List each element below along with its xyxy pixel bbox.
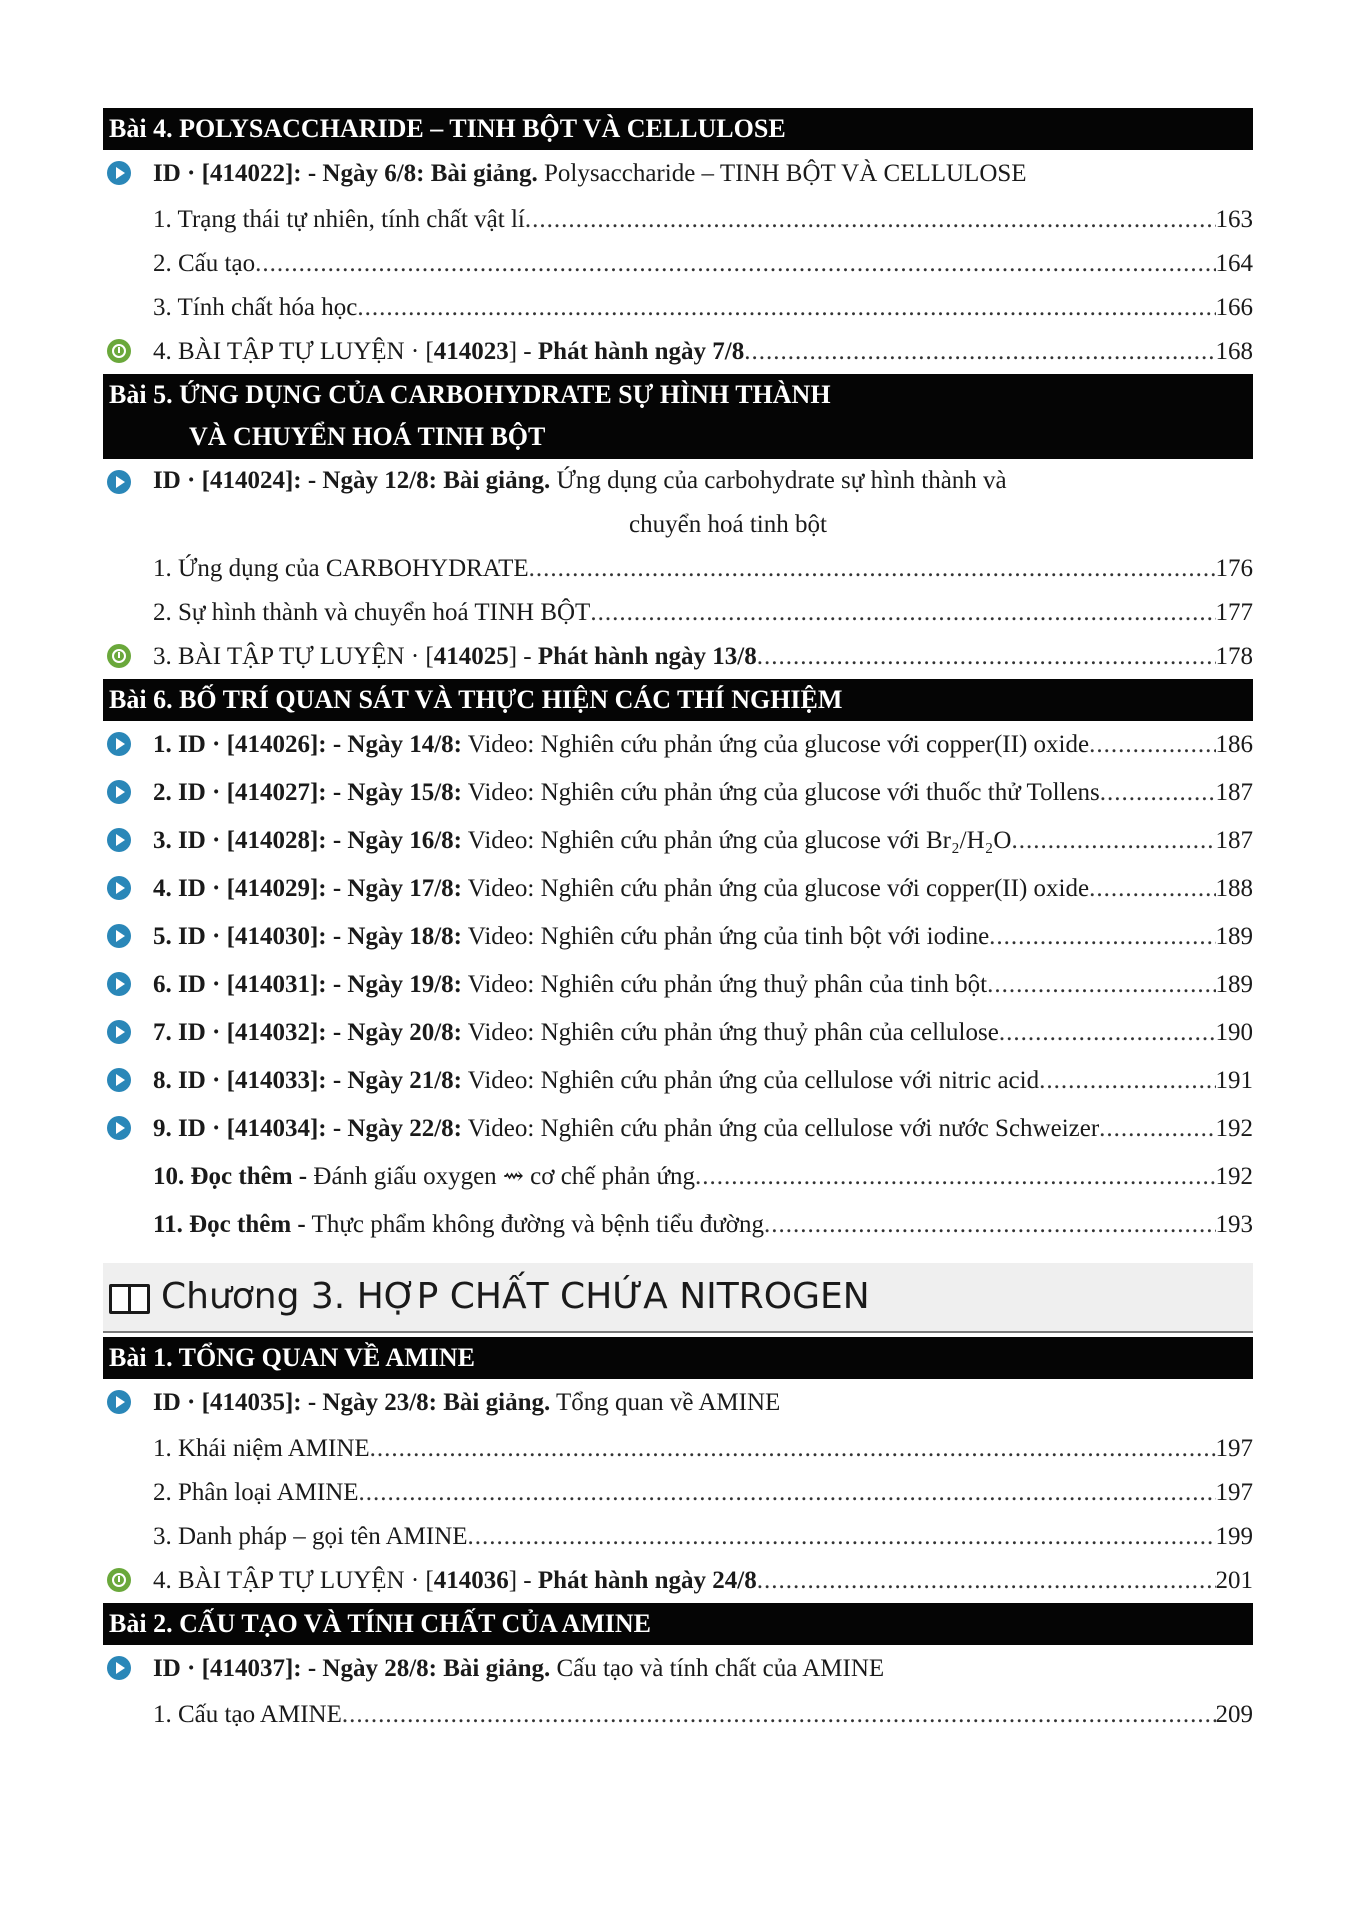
toc-item-page: 189 — [1215, 923, 1253, 950]
toc-item-text: 2. Cấu tạo — [153, 250, 256, 277]
play-icon[interactable] — [107, 828, 131, 852]
toc-item-page: 201 — [1215, 1567, 1253, 1594]
toc-item-page: 164 — [1215, 250, 1253, 277]
lecture-id: ID · [414037]: - Ngày 28/8: Bài giảng. — [153, 1655, 551, 1682]
play-icon[interactable] — [107, 1116, 131, 1140]
section-header-c3-bai2 — [103, 1603, 1253, 1645]
exercise-row[interactable] — [103, 635, 1253, 679]
toc-item[interactable] — [103, 198, 1253, 242]
exercise-sep: ] - — [508, 1567, 538, 1594]
video-desc: Video: Nghiên cứu phản ứng của glucose với Br₂/H₂O — [462, 827, 1012, 854]
toc-item-page: 177 — [1215, 599, 1253, 626]
exercise-release: Phát hành ngày 7/8 — [537, 338, 745, 365]
toc-item-page: 166 — [1215, 294, 1253, 321]
lecture-row[interactable] — [103, 1645, 1253, 1693]
exercise-prefix: 4. BÀI TẬP TỰ LUYỆN · [ — [153, 1567, 434, 1594]
section-header-bai5 — [103, 374, 1253, 459]
table-of-contents — [103, 108, 1253, 1737]
section-title: Bài 4. POLYSACCHARIDE – TINH BỘT VÀ CELLULOSE — [109, 114, 786, 143]
lecture-id: ID · [414022]: - Ngày 6/8: Bài giảng. — [153, 160, 538, 187]
toc-item-text: 1. Trạng thái tự nhiên, tính chất vật lí — [153, 206, 525, 233]
video-row[interactable] — [103, 865, 1253, 913]
reading-desc: Thực phẩm không đường và bệnh tiểu đường — [305, 1211, 764, 1238]
toc-item-page: 209 — [1215, 1701, 1253, 1728]
video-id: 3. ID · [414028]: - Ngày 16/8: — [153, 827, 462, 854]
section-title-line2: VÀ CHUYỂN HOÁ TINH BỘT — [189, 422, 546, 451]
reading-label: 11. Đọc thêm - — [153, 1211, 306, 1238]
play-icon[interactable] — [107, 924, 131, 948]
exercise-sep: ] - — [508, 338, 538, 365]
video-row[interactable] — [103, 769, 1253, 817]
section-title: Bài 2. CẤU TẠO VÀ TÍNH CHẤT CỦA AMINE — [109, 1609, 652, 1638]
reading-row[interactable] — [103, 1153, 1253, 1201]
play-icon[interactable] — [107, 470, 131, 494]
exercise-id: 414036 — [433, 1567, 509, 1594]
video-row[interactable] — [103, 1009, 1253, 1057]
video-id: 5. ID · [414030]: - Ngày 18/8: — [153, 923, 462, 950]
toc-item-text: 1. Cấu tạo AMINE — [153, 1701, 342, 1728]
video-desc: Video: Nghiên cứu phản ứng của glucose với thuốc thử Tollens — [462, 779, 1100, 806]
lecture-desc: Tổng quan về AMINE — [550, 1389, 781, 1416]
exercise-prefix: 4. BÀI TẬP TỰ LUYỆN · [ — [153, 338, 434, 365]
video-row[interactable] — [103, 817, 1253, 865]
toc-item[interactable] — [103, 1515, 1253, 1559]
toc-item-text: 3. Danh pháp – gọi tên AMINE — [153, 1523, 468, 1550]
toc-item-text: 1. Ứng dụng của CARBOHYDRATE — [153, 555, 529, 582]
video-desc: Video: Nghiên cứu phản ứng của cellulose với nitric acid — [462, 1067, 1040, 1094]
video-id: 1. ID · [414026]: - Ngày 14/8: — [153, 731, 462, 758]
toc-item[interactable] — [103, 242, 1253, 286]
toc-item-page: 190 — [1215, 1019, 1253, 1046]
video-id: 4. ID · [414029]: - Ngày 17/8: — [153, 875, 462, 902]
section-header-c3-bai1 — [103, 1337, 1253, 1379]
lecture-row[interactable] — [103, 1379, 1253, 1427]
toc-item[interactable] — [103, 1693, 1253, 1737]
play-icon[interactable] — [107, 972, 131, 996]
toc-item-page: 176 — [1215, 555, 1253, 582]
exercise-sep: ] - — [508, 643, 538, 670]
toc-item-page: 187 — [1215, 779, 1253, 806]
video-row[interactable] — [103, 961, 1253, 1009]
reading-label: 10. Đọc thêm - — [153, 1163, 308, 1190]
video-id: 9. ID · [414034]: - Ngày 22/8: — [153, 1115, 462, 1142]
toc-item-text: 3. Tính chất hóa học — [153, 294, 358, 321]
section-title: Bài 6. BỐ TRÍ QUAN SÁT VÀ THỰC HIỆN CÁC THÍ NGHIỆM — [109, 685, 843, 714]
lecture-id: ID · [414024]: - Ngày 12/8: Bài giảng. — [153, 467, 551, 494]
toc-item-page: 186 — [1215, 731, 1253, 758]
toc-item-page: 197 — [1215, 1479, 1253, 1506]
play-icon[interactable] — [107, 876, 131, 900]
play-icon[interactable] — [107, 161, 131, 185]
exercise-id: 414023 — [433, 338, 509, 365]
reading-row[interactable] — [103, 1201, 1253, 1249]
video-row[interactable] — [103, 721, 1253, 769]
toc-item-text: 2. Phân loại AMINE — [153, 1479, 359, 1506]
chapter-title: Chương 3. HỢP CHẤT CHỨA NITROGEN — [161, 1276, 870, 1317]
video-id: 6. ID · [414031]: - Ngày 19/8: — [153, 971, 462, 998]
toc-item[interactable] — [103, 1427, 1253, 1471]
chapter-header — [103, 1263, 1253, 1333]
toc-item-page: 178 — [1215, 643, 1253, 670]
toc-item[interactable] — [103, 1471, 1253, 1515]
toc-item[interactable] — [103, 591, 1253, 635]
toc-item-page: 188 — [1215, 875, 1253, 902]
video-desc: Video: Nghiên cứu phản ứng thuỷ phân của cellulose — [462, 1019, 999, 1046]
video-id: 7. ID · [414032]: - Ngày 20/8: — [153, 1019, 462, 1046]
toc-item-page: 189 — [1215, 971, 1253, 998]
exercise-id: 414025 — [433, 643, 509, 670]
play-icon[interactable] — [107, 1068, 131, 1092]
lecture-row[interactable] — [103, 150, 1253, 198]
section-title: Bài 1. TỔNG QUAN VỀ AMINE — [109, 1343, 475, 1372]
toc-item-page: 187 — [1215, 827, 1253, 854]
toc-item-page: 192 — [1215, 1163, 1253, 1190]
lecture-id: ID · [414035]: - Ngày 23/8: Bài giảng. — [153, 1389, 551, 1416]
play-icon[interactable] — [107, 1656, 131, 1680]
video-id: 2. ID · [414027]: - Ngày 15/8: — [153, 779, 462, 806]
toc-item-page: 197 — [1215, 1435, 1253, 1462]
play-icon[interactable] — [107, 1020, 131, 1044]
toc-item-page: 193 — [1215, 1211, 1253, 1238]
video-row[interactable] — [103, 913, 1253, 961]
toc-item-page: 192 — [1215, 1115, 1253, 1142]
book-icon — [109, 1282, 149, 1312]
section-header-bai6 — [103, 679, 1253, 721]
toc-item[interactable] — [103, 547, 1253, 591]
clock-icon — [107, 339, 131, 363]
exercise-release: Phát hành ngày 24/8 — [537, 1567, 757, 1594]
section-title-line1: Bài 5. ỨNG DỤNG CỦA CARBOHYDRATE SỰ HÌNH THÀNH — [109, 380, 831, 409]
exercise-prefix: 3. BÀI TẬP TỰ LUYỆN · [ — [153, 643, 434, 670]
reading-desc: Đánh giấu oxygen ⇝ cơ chế phản ứng — [307, 1163, 696, 1190]
video-desc: Video: Nghiên cứu phản ứng của glucose với copper(II) oxide — [462, 731, 1090, 758]
exercise-release: Phát hành ngày 13/8 — [537, 643, 757, 670]
exercise-row[interactable] — [103, 1559, 1253, 1603]
video-desc: Video: Nghiên cứu phản ứng của cellulose với nước Schweizer — [462, 1115, 1100, 1142]
toc-item-text: 2. Sự hình thành và chuyển hoá TINH BỘT — [153, 599, 591, 626]
toc-item-page: 163 — [1215, 206, 1253, 233]
play-icon[interactable] — [107, 1390, 131, 1414]
toc-item[interactable] — [103, 286, 1253, 330]
video-desc: Video: Nghiên cứu phản ứng của glucose với copper(II) oxide — [462, 875, 1090, 902]
lecture-row[interactable] — [103, 459, 1253, 547]
lecture-desc: Polysaccharide – TINH BỘT VÀ CELLULOSE — [537, 160, 1027, 187]
lecture-desc: Ứng dụng của carbohydrate sự hình thành và — [550, 467, 1007, 494]
lecture-desc-line2: chuyển hoá tinh bột — [629, 511, 827, 538]
toc-item-page: 199 — [1215, 1523, 1253, 1550]
play-icon[interactable] — [107, 732, 131, 756]
video-id: 8. ID · [414033]: - Ngày 21/8: — [153, 1067, 462, 1094]
play-icon[interactable] — [107, 780, 131, 804]
video-desc: Video: Nghiên cứu phản ứng thuỷ phân của tinh bột — [462, 971, 988, 998]
toc-item-page: 191 — [1215, 1067, 1253, 1094]
toc-item-page: 168 — [1215, 338, 1253, 365]
video-row[interactable] — [103, 1057, 1253, 1105]
video-desc: Video: Nghiên cứu phản ứng của tinh bột với iodine — [462, 923, 990, 950]
clock-icon — [107, 644, 131, 668]
toc-item-text: 1. Khái niệm AMINE — [153, 1435, 370, 1462]
clock-icon — [107, 1568, 131, 1592]
video-row[interactable] — [103, 1105, 1253, 1153]
section-header-bai4 — [103, 108, 1253, 150]
exercise-row[interactable] — [103, 330, 1253, 374]
lecture-desc: Cấu tạo và tính chất của AMINE — [550, 1655, 885, 1682]
